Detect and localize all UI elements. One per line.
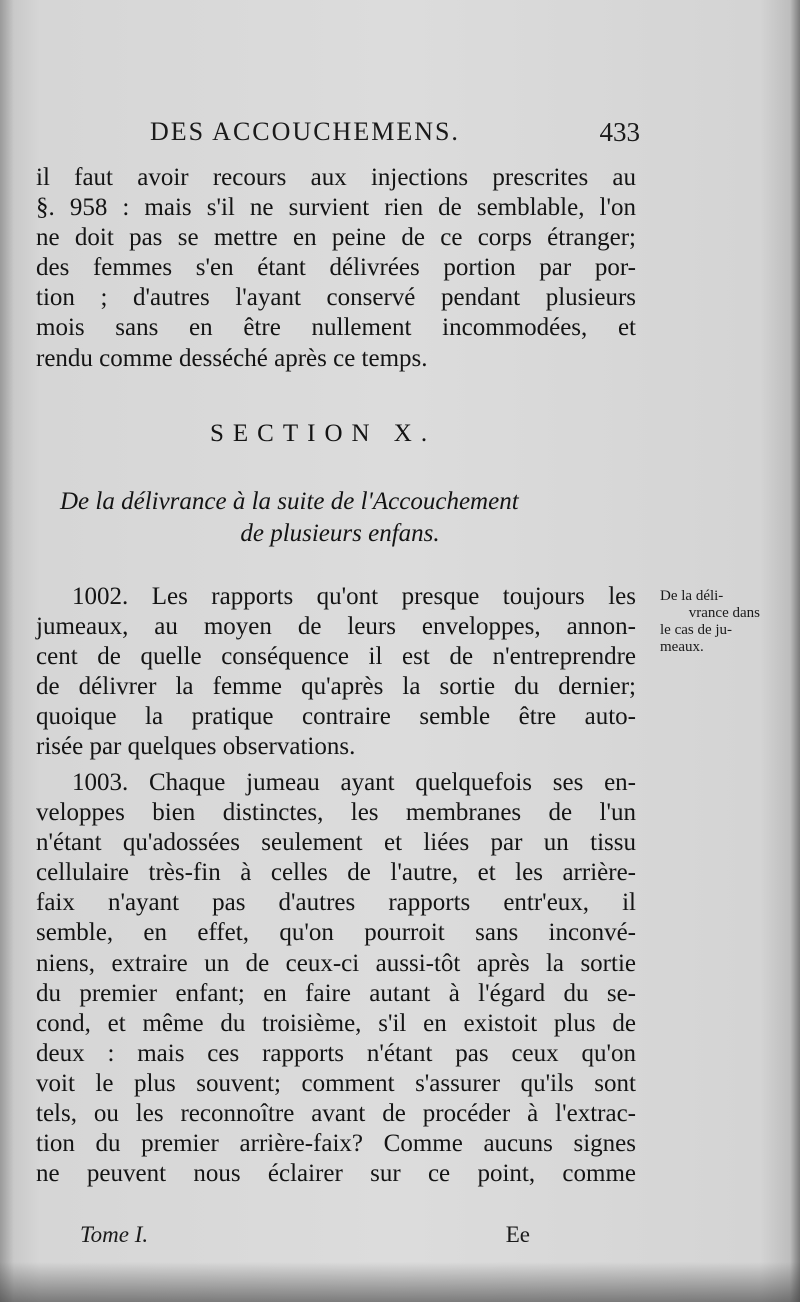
text-line: niens, extraire un de ceux-ci aussi-tôt après la sortie [36, 949, 636, 977]
volume-label: Tome I. [80, 1222, 149, 1247]
text-line: il faut avoir recours aux injections prescrites au [36, 164, 636, 191]
text-line: cent de quelle conséquence il est de n'entreprendre [36, 643, 636, 671]
page-footer [80, 1222, 530, 1252]
running-title: DES ACCOUCHEMENS. [150, 117, 460, 146]
section-heading: SECTION X. [210, 420, 437, 447]
paragraph-1002 [36, 582, 636, 763]
section-title-line: de plusieurs enfans. [240, 520, 440, 547]
text-line: de délivrer la femme qu'après la sortie du dernier; [36, 673, 636, 701]
text-line: tion du premier arrière-faix? Comme aucuns signes [36, 1130, 636, 1158]
margin-note [660, 588, 760, 656]
text-line: cellulaire très-fin à celles de l'autre, et les arrière- [36, 859, 636, 887]
text-line: du premier enfant; en faire autant à l'égard du se- [36, 979, 636, 1007]
margin-note-line: le cas de ju- [660, 622, 733, 638]
text-line: 1003. Chaque jumeau ayant quelquefois ses en- [72, 769, 636, 796]
text-line: ne peuvent nous éclairer sur ce point, comme [36, 1160, 636, 1188]
text-line: risée par quelques observations. [36, 733, 356, 761]
paragraph-1003 [36, 768, 636, 1189]
text-line: ne doit pas se mettre en peine de ce corps étranger; [36, 224, 636, 252]
text-line: n'étant qu'adossées seulement et liées par un tissu [36, 829, 636, 857]
text-line: veloppes bien distinctes, les membranes de l'un [36, 799, 636, 827]
text-line: mois sans en être nullement incommodées, et [36, 314, 636, 342]
paragraph-continuation [36, 163, 636, 374]
margin-note-line: vrance dans [688, 605, 760, 621]
text-line: des femmes s'en étant délivrées portion par por- [36, 254, 636, 282]
margin-note-line: De la déli- [660, 588, 724, 604]
text-line: tion ; d'autres l'ayant conservé pendant plusieurs [36, 284, 636, 312]
signature-mark: Ee [505, 1222, 530, 1247]
text-line: §. 958 : mais s'il ne survient rien de semblable, l'on [36, 194, 636, 222]
text-line: deux : mais ces rapports n'étant pas ceux qu'on [36, 1039, 636, 1067]
text-line: tels, ou les reconnoître avant de procéder à l'extrac- [36, 1100, 636, 1128]
text-line: 1002. Les rapports qu'ont presque toujours les [72, 583, 636, 610]
margin-note-line: meaux. [660, 639, 704, 655]
text-line: rendu comme desséché après ce temps. [36, 344, 428, 372]
text-line: semble, en effet, qu'on pourroit sans inconvé- [36, 919, 636, 947]
running-head [150, 117, 640, 153]
text-line: jumeaux, au moyen de leurs enveloppes, annon- [36, 613, 636, 641]
text-line: voit le plus souvent; comment s'assurer qu'ils sont [36, 1069, 636, 1097]
text-line: quoique la pratique contraire semble être auto- [36, 703, 636, 731]
text-line: cond, et même du troisième, s'il en existoit plus de [36, 1009, 636, 1037]
page-number: 433 [599, 117, 640, 147]
section-title-line: De la délivrance à la suite de l'Accouchement [60, 488, 519, 515]
section-title [60, 486, 620, 550]
text-line: faix n'ayant pas d'autres rapports entr'eux, il [36, 889, 636, 917]
